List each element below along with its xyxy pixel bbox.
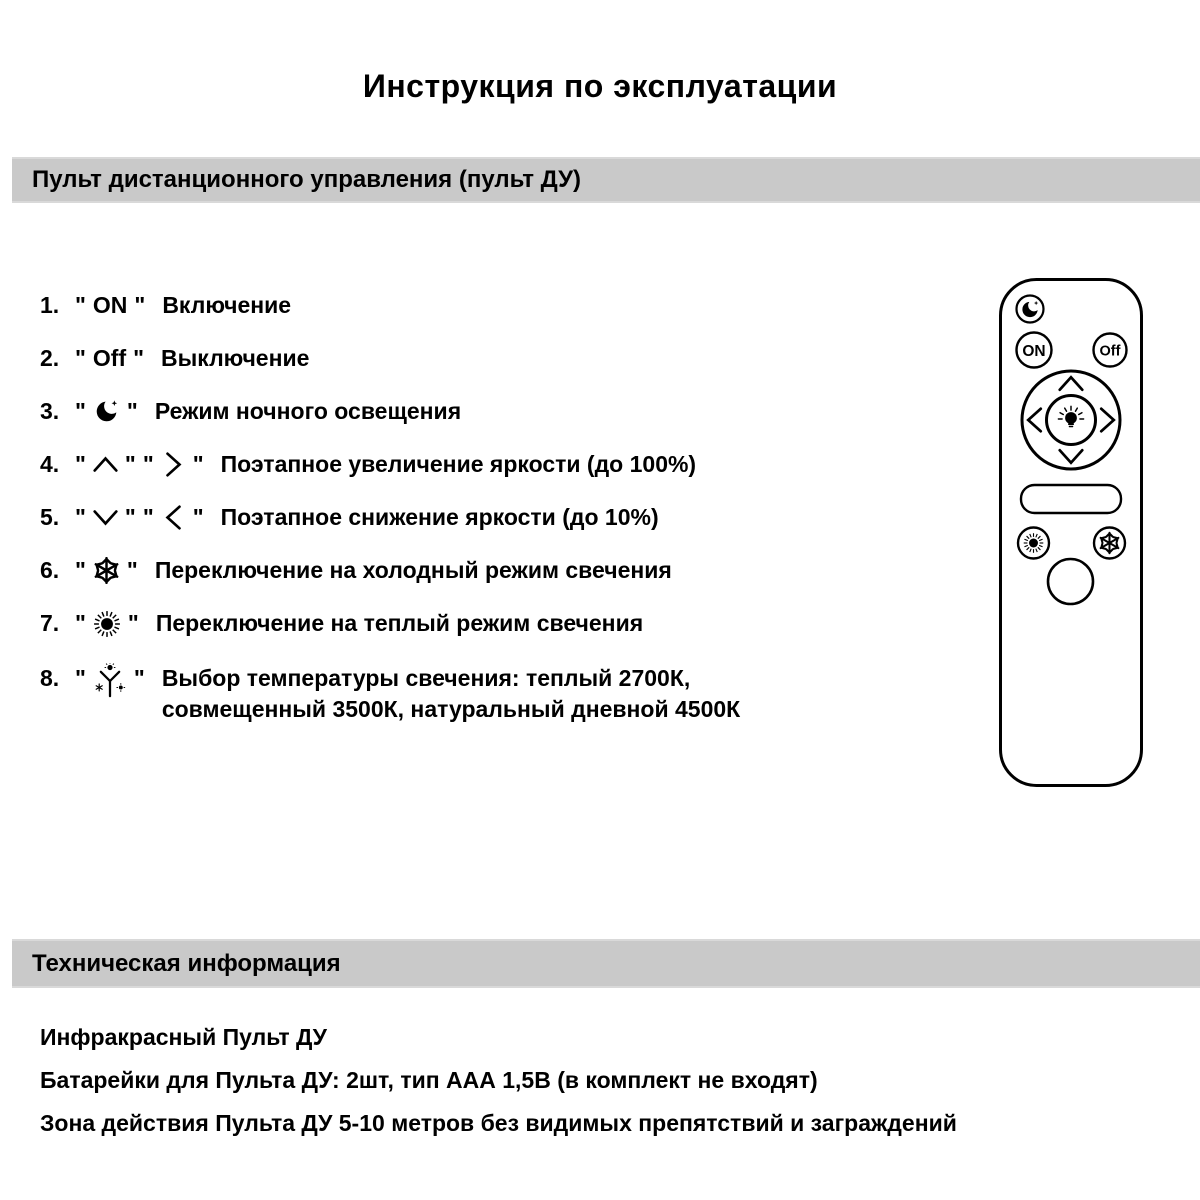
item-number: 7. [40,610,60,636]
quote-mark: " [75,610,86,636]
list-item-brightness-up [40,451,740,478]
remote-on-label: ON [1022,343,1046,360]
quote-mark: " [127,610,139,636]
item-number: 3. [40,398,60,424]
item-text: Поэтапное снижение яркости (до 10%) [220,504,659,530]
item-number: 2. [40,345,60,371]
item-text: Поэтапное увеличение яркости (до 100%) [220,451,697,477]
tech-line-ir-remote: Инфракрасный Пульт ДУ [40,1024,327,1050]
list-item-off [40,345,740,372]
item-number: 5. [40,504,60,530]
quote-mark: " [126,398,138,424]
tech-line-range: Зона действия Пульта ДУ 5-10 метров без видимых препятствий и заграждений [40,1110,957,1136]
section-header-tech [12,939,1200,988]
item-text: Переключение на теплый режим свечения [155,610,644,636]
tech-line-batteries: Батарейки для Пульта ДУ: 2шт, тип ААА 1,5В (в комплект не входят) [40,1067,818,1093]
item-number: 6. [40,557,60,583]
item-number: 8. [40,665,60,691]
list-item-brightness-down [40,504,740,531]
item-text: Выключение [161,345,310,371]
section-header-remote-label: Пульт дистанционного управления (пульт ДУ) [32,166,581,193]
quote-mark: " [192,504,204,530]
quote-mark: " [192,451,204,477]
quote-mark: " [75,398,86,424]
item-number: 1. [40,292,60,318]
remote-functions-list [40,292,740,751]
chevron-down-icon [93,505,118,530]
page-title: Инструкция по эксплуатации [362,68,838,104]
moon-night-mode-icon [93,398,120,425]
chevron-up-icon [93,452,118,477]
section-header-tech-label: Техническая информация [32,949,341,977]
quote-mark: " [142,504,154,530]
chevron-left-icon [161,505,186,530]
quote-mark: " [124,504,136,530]
off-label: Off [92,345,127,371]
item-text-line1: Выбор температуры свечения: теплый 2700К, [161,665,691,691]
sun-icon [1024,533,1044,553]
list-item-warm-mode [40,610,740,637]
quote-mark: " [75,557,86,583]
list-item-night-mode [40,398,740,425]
remote-control-illustration [999,278,1143,787]
on-label: ON [92,292,128,318]
item-text: Переключение на холодный режим свечения [154,557,672,583]
item-text [162,663,740,725]
quote-mark: " [75,292,86,318]
quote-mark: " [75,345,86,371]
quote-mark: " [133,345,145,371]
quote-mark: " [75,665,86,691]
quote-mark: " [134,292,146,318]
list-item-on [40,292,740,319]
item-number: 4. [40,451,60,477]
snowflake-icon [93,557,120,584]
quote-mark: " [142,451,154,477]
remote-off-label: Off [1099,343,1121,360]
temperature-select-icon [93,663,127,699]
item-text: Включение [162,292,292,318]
list-item-cold-mode [40,557,740,584]
item-text-line2: совмещенный 3500К, натуральный дневной 4500К [161,696,741,722]
list-item-temperature-select [40,663,740,725]
quote-mark: " [124,451,136,477]
tech-info [40,1025,957,1154]
item-text: Режим ночного освещения [154,398,462,424]
section-header-remote [12,157,1200,203]
quote-mark: " [75,451,86,477]
chevron-right-icon [161,452,186,477]
quote-mark: " [133,665,145,691]
sun-icon [93,610,121,638]
quote-mark: " [126,557,138,583]
quote-mark: " [75,504,86,530]
